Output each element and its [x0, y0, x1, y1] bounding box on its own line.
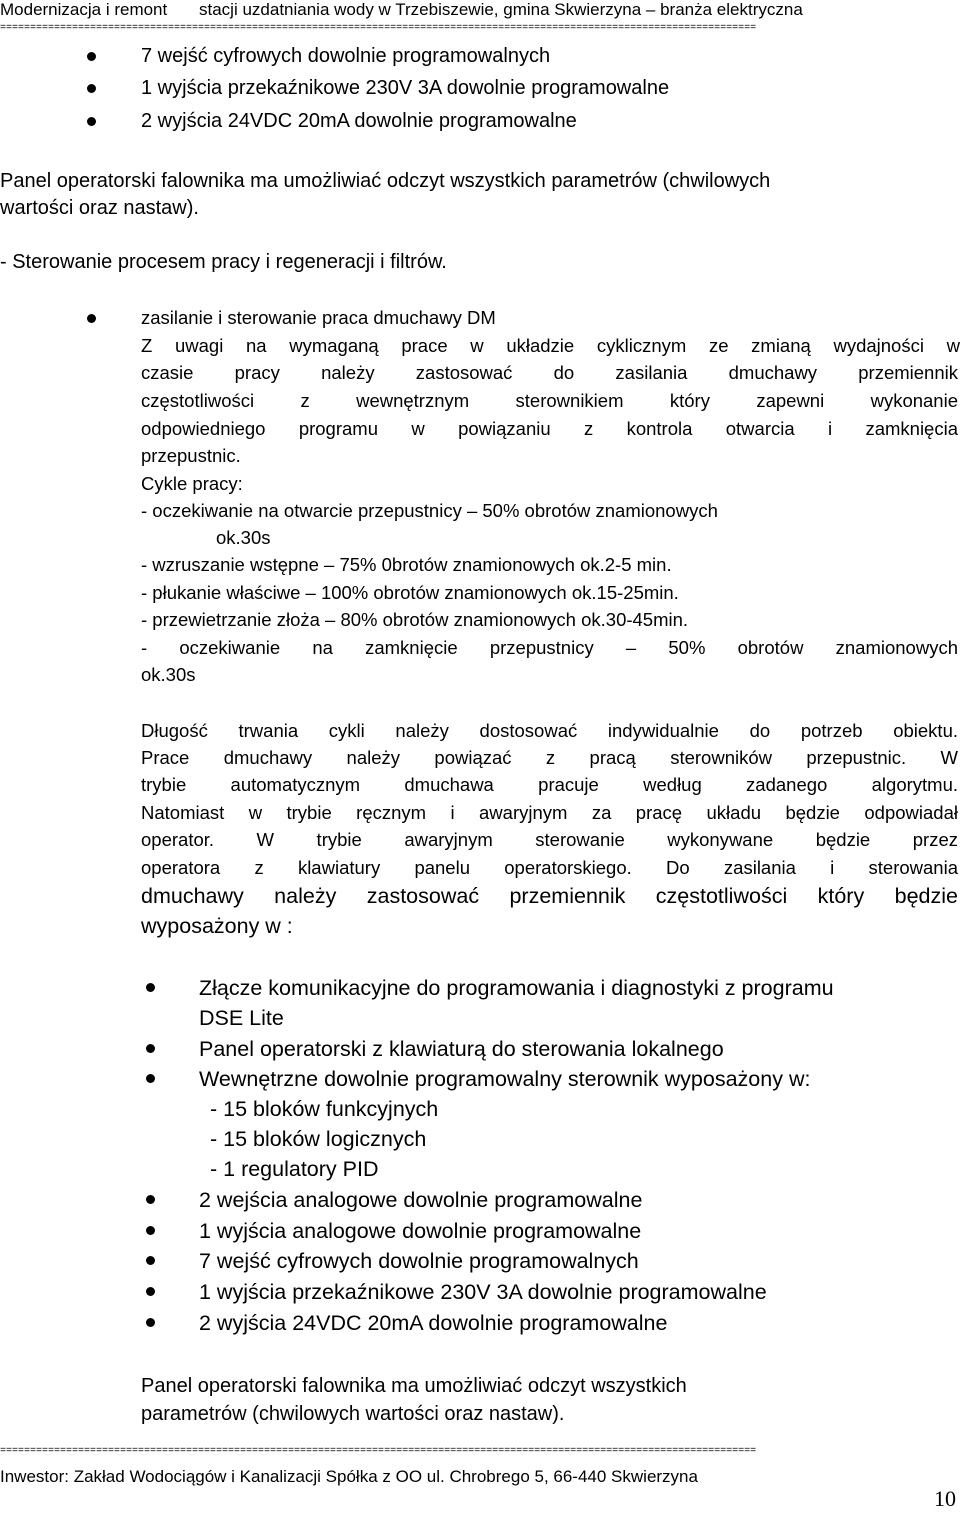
dm-line: Z uwagi na wymaganą prace w układzie cyklicznym ze zmianą wydajności w	[141, 335, 960, 356]
dm-para-line: Natomiast w trybie ręcznym i awaryjnym za pracę układu będzie odpowiadał	[141, 802, 958, 823]
big-list-subitem: - 15 bloków logicznych	[210, 1127, 427, 1151]
header-left: Modernizacja i remont	[0, 0, 168, 19]
cycle-line: - oczekiwanie na zamknięcie przepustnicy – 50% obrotów znamionowych	[141, 637, 958, 658]
dm-para-big-line: wyposażony w :	[141, 914, 293, 938]
header-rule: ==============================================================================================================================	[0, 24, 757, 34]
cycle-line: - płukanie właściwe – 100% obrotów znamionowych ok.15-25min.	[141, 582, 679, 603]
cycle-line: - oczekiwanie na otwarcie przepustnicy – 50% obrotów znamionowych	[141, 500, 718, 521]
top-list-item: 2 wyjścia 24VDC 20mA dowolnie programowalne	[141, 110, 577, 132]
big-list-subitem: - 15 bloków funkcyjnych	[210, 1097, 439, 1121]
big-list-item: Wewnętrzne dowolnie programowalny sterownik wyposażony w:	[199, 1067, 811, 1091]
bullet	[146, 1287, 155, 1296]
bullet	[87, 117, 96, 126]
bullet	[87, 314, 96, 323]
footer-text: Inwestor: Zakład Wodociągów i Kanalizacji Spółka z OO ul. Chrobrego 5, 66-440 Skwierzyna	[0, 1467, 698, 1486]
big-list-subitem: - 1 regulatory PID	[210, 1157, 379, 1181]
bullet	[146, 983, 155, 992]
cycle-line: ok.30s	[216, 527, 271, 548]
panel-para-line: Panel operatorski falownika ma umożliwiać odczyt wszystkich parametrów (chwilowych	[0, 170, 771, 192]
top-list-item: 1 wyjścia przekaźnikowe 230V 3A dowolnie programowalne	[141, 77, 670, 99]
header-right: stacji uzdatniania wody w Trzebiszewie, gmina Skwierzyna – branża elektryczna	[199, 0, 803, 19]
big-list-item: 1 wyjścia analogowe dowolnie programowalne	[199, 1219, 642, 1243]
big-list-item: DSE Lite	[199, 1006, 284, 1030]
footer-rule: ==============================================================================================================================	[0, 1447, 757, 1457]
bullet	[146, 1195, 155, 1204]
dm-line: przepustnic.	[141, 445, 241, 466]
big-list-item: Panel operatorski z klawiaturą do sterowania lokalnego	[199, 1037, 724, 1061]
bullet	[87, 52, 96, 61]
panel-para-line: wartości oraz nastaw).	[0, 197, 199, 219]
big-list-item: 1 wyjścia przekaźnikowe 230V 3A dowolnie programowalne	[199, 1280, 767, 1304]
bottom-para-line: Panel operatorski falownika ma umożliwiać odczyt wszystkich	[141, 1375, 687, 1397]
dm-para-line: trybie automatycznym dmuchawa pracuje według zadanego algorytmu.	[141, 774, 958, 795]
bullet	[87, 84, 96, 93]
dm-line: czasie pracy należy zastosować do zasilania dmuchawy przemiennik	[141, 362, 958, 383]
dm-line: odpowiedniego programu w powiązaniu z kontrola otwarcia i zamknięcia	[141, 418, 958, 439]
dm-para-line: Długość trwania cykli należy dostosować indywidualnie do potrzeb obiektu.	[141, 720, 958, 741]
dm-line: częstotliwości z wewnętrznym sterownikiem który zapewni wykonanie	[141, 390, 958, 411]
bullet	[146, 1074, 155, 1083]
cycles-title: Cykle pracy:	[141, 473, 243, 494]
dm-para-big-line: dmuchawy należy zastosować przemiennik częstotliwości który będzie	[141, 884, 958, 908]
top-list-item: 7 wejść cyfrowych dowolnie programowalnych	[141, 45, 551, 67]
bullet	[146, 1318, 155, 1327]
bullet	[146, 1044, 155, 1053]
dm-para-line: operatora z klawiatury panelu operatorskiego. Do zasilania i sterowania	[141, 857, 958, 878]
dm-title: zasilanie i sterowanie praca dmuchawy DM	[141, 307, 496, 328]
cycle-line: ok.30s	[141, 664, 196, 685]
bullet	[146, 1226, 155, 1235]
dm-para-line: Prace dmuchawy należy powiązać z pracą sterowników przepustnic. W	[141, 747, 958, 768]
cycle-line: - wzruszanie wstępne – 75% 0brotów znamionowych ok.2-5 min.	[141, 554, 672, 575]
big-list-item: Złącze komunikacyjne do programowania i diagnostyki z programu	[199, 976, 834, 1000]
dm-para-line: operator. W trybie awaryjnym sterowanie wykonywane będzie przez	[141, 829, 958, 850]
big-list-item: 2 wyjścia 24VDC 20mA dowolnie programowalne	[199, 1311, 668, 1335]
big-list-item: 2 wejścia analogowe dowolnie programowalne	[199, 1188, 643, 1212]
section-heading: - Sterowanie procesem pracy i regeneracji i filtrów.	[0, 251, 447, 273]
page-number: 10	[934, 1486, 956, 1511]
bottom-para-line: parametrów (chwilowych wartości oraz nastaw).	[141, 1403, 565, 1425]
bullet	[146, 1256, 155, 1265]
big-list-item: 7 wejść cyfrowych dowolnie programowalnych	[199, 1249, 639, 1273]
cycle-line: - przewietrzanie złoża – 80% obrotów znamionowych ok.30-45min.	[141, 609, 689, 630]
